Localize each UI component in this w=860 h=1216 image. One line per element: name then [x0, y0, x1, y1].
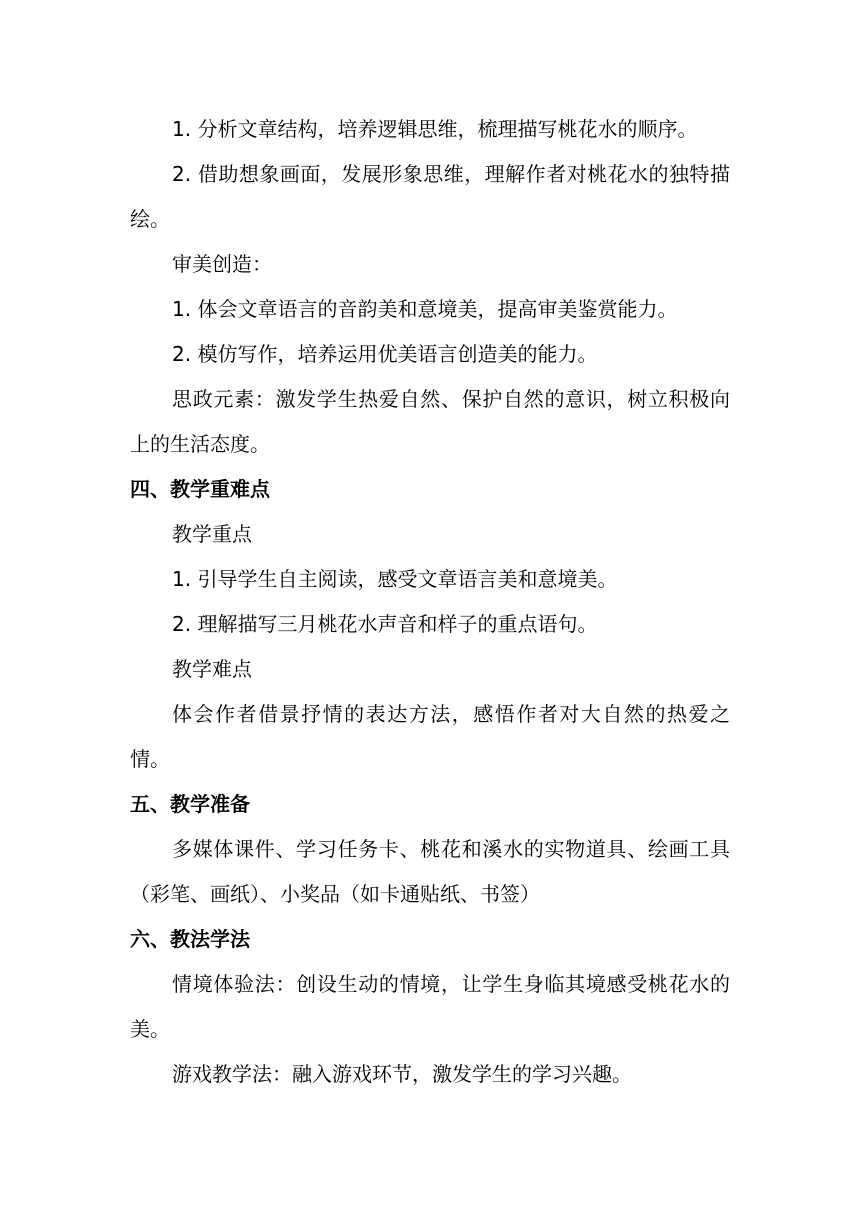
paragraph: 审美创造： [172, 252, 272, 276]
paragraph: 情境体验法：创设生动的情境，让学生身临其境感受桃花水的美。 [130, 972, 730, 1041]
section-heading: 六、教法学法 [130, 927, 250, 951]
paragraph: 2. 理解描写三月桃花水声音和样子的重点语句。 [172, 612, 598, 636]
paragraph: 教学难点 [172, 657, 252, 681]
paragraph: 体会作者借景抒情的表达方法，感悟作者对大自然的热爱之情。 [130, 702, 730, 771]
paragraph: 1. 引导学生自主阅读，感受文章语言美和意境美。 [172, 567, 618, 591]
paragraph: 1. 体会文章语言的音韵美和意境美，提高审美鉴赏能力。 [172, 297, 678, 321]
section-heading: 四、教学重难点 [130, 477, 270, 501]
paragraph: 游戏教学法：融入游戏环节，激发学生的学习兴趣。 [172, 1062, 632, 1086]
paragraph: 1. 分析文章结构，培养逻辑思维，梳理描写桃花水的顺序。 [172, 117, 698, 141]
paragraph: 思政元素：激发学生热爱自然、保护自然的意识，树立积极向上的生活态度。 [130, 387, 730, 456]
paragraph: 2. 借助想象画面，发展形象思维，理解作者对桃花水的独特描绘。 [130, 162, 730, 231]
paragraph: 多媒体课件、学习任务卡、桃花和溪水的实物道具、绘画工具（彩笔、画纸）、小奖品（如卡通贴纸、书签） [130, 837, 730, 906]
document-page [130, 107, 730, 1097]
paragraph: 教学重点 [172, 522, 252, 546]
paragraph: 2. 模仿写作，培养运用优美语言创造美的能力。 [172, 342, 598, 366]
section-heading: 五、教学准备 [130, 792, 250, 816]
